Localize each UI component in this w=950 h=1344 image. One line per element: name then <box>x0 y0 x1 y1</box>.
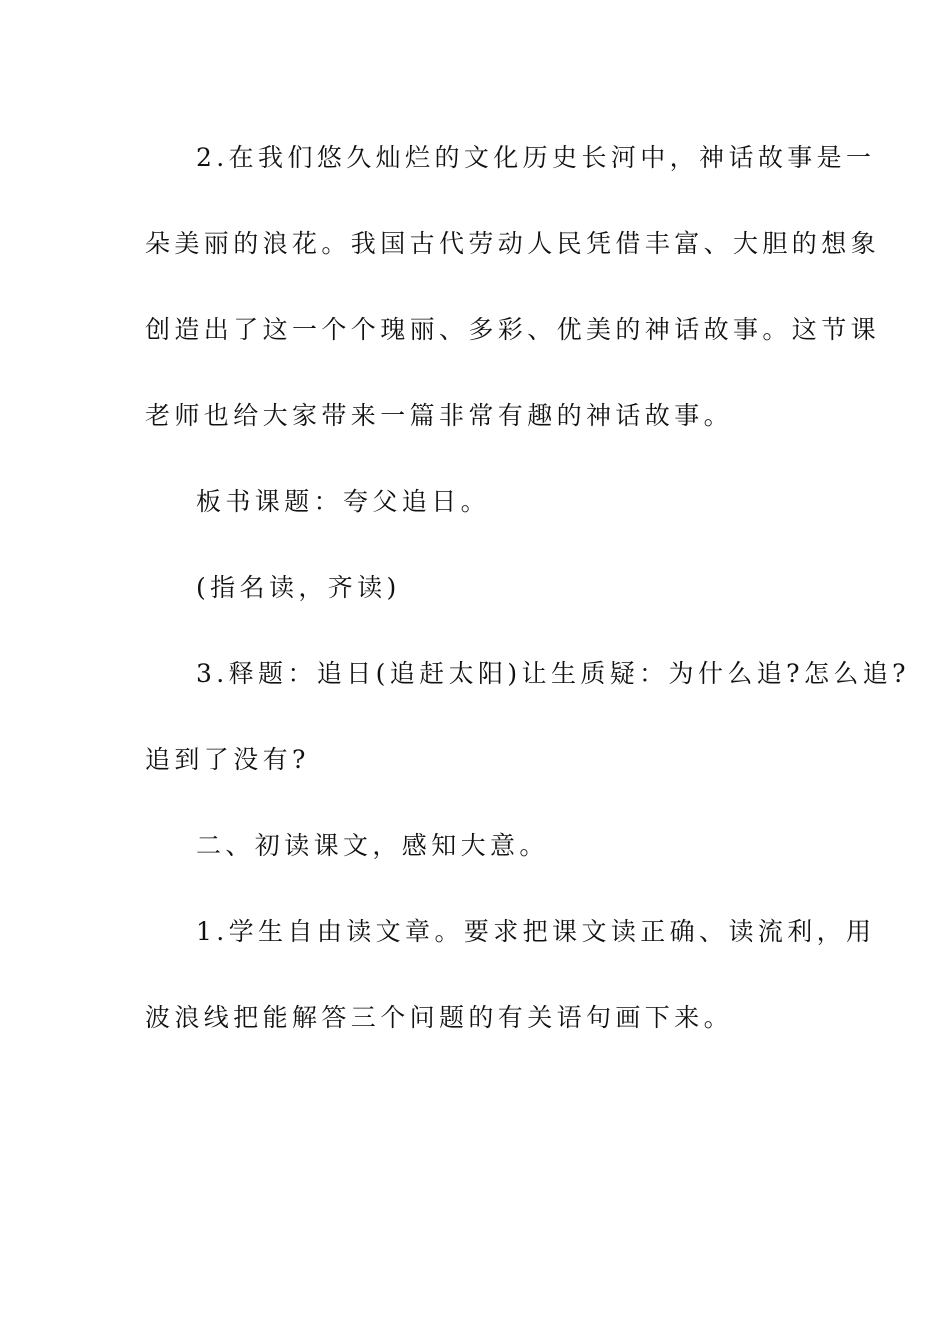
section-heading: 二、初读课文，感知大意。 <box>196 831 549 860</box>
paragraph-line: 创造出了这一个个瑰丽、多彩、优美的神话故事。这节课 <box>145 315 881 344</box>
paragraph-line: 老师也给大家带来一篇非常有趣的神话故事。 <box>145 401 734 430</box>
paragraph-line: 板书课题：夸父追日。 <box>196 487 491 516</box>
paragraph-line: 3.释题：追日(追赶太阳)让生质疑：为什么追?怎么追? <box>196 659 910 688</box>
paragraph-line: 波浪线把能解答三个问题的有关语句画下来。 <box>145 1003 734 1032</box>
paragraph-line: 朵美丽的浪花。我国古代劳动人民凭借丰富、大胆的想象 <box>145 229 881 258</box>
paragraph-line: 追到了没有? <box>145 745 310 774</box>
paragraph-line: 2.在我们悠久灿烂的文化历史长河中，神话故事是一 <box>196 143 876 172</box>
paragraph-line: (指名读，齐读) <box>196 573 401 602</box>
paragraph-line: 1.学生自由读文章。要求把课文读正确、读流利，用 <box>196 917 876 946</box>
